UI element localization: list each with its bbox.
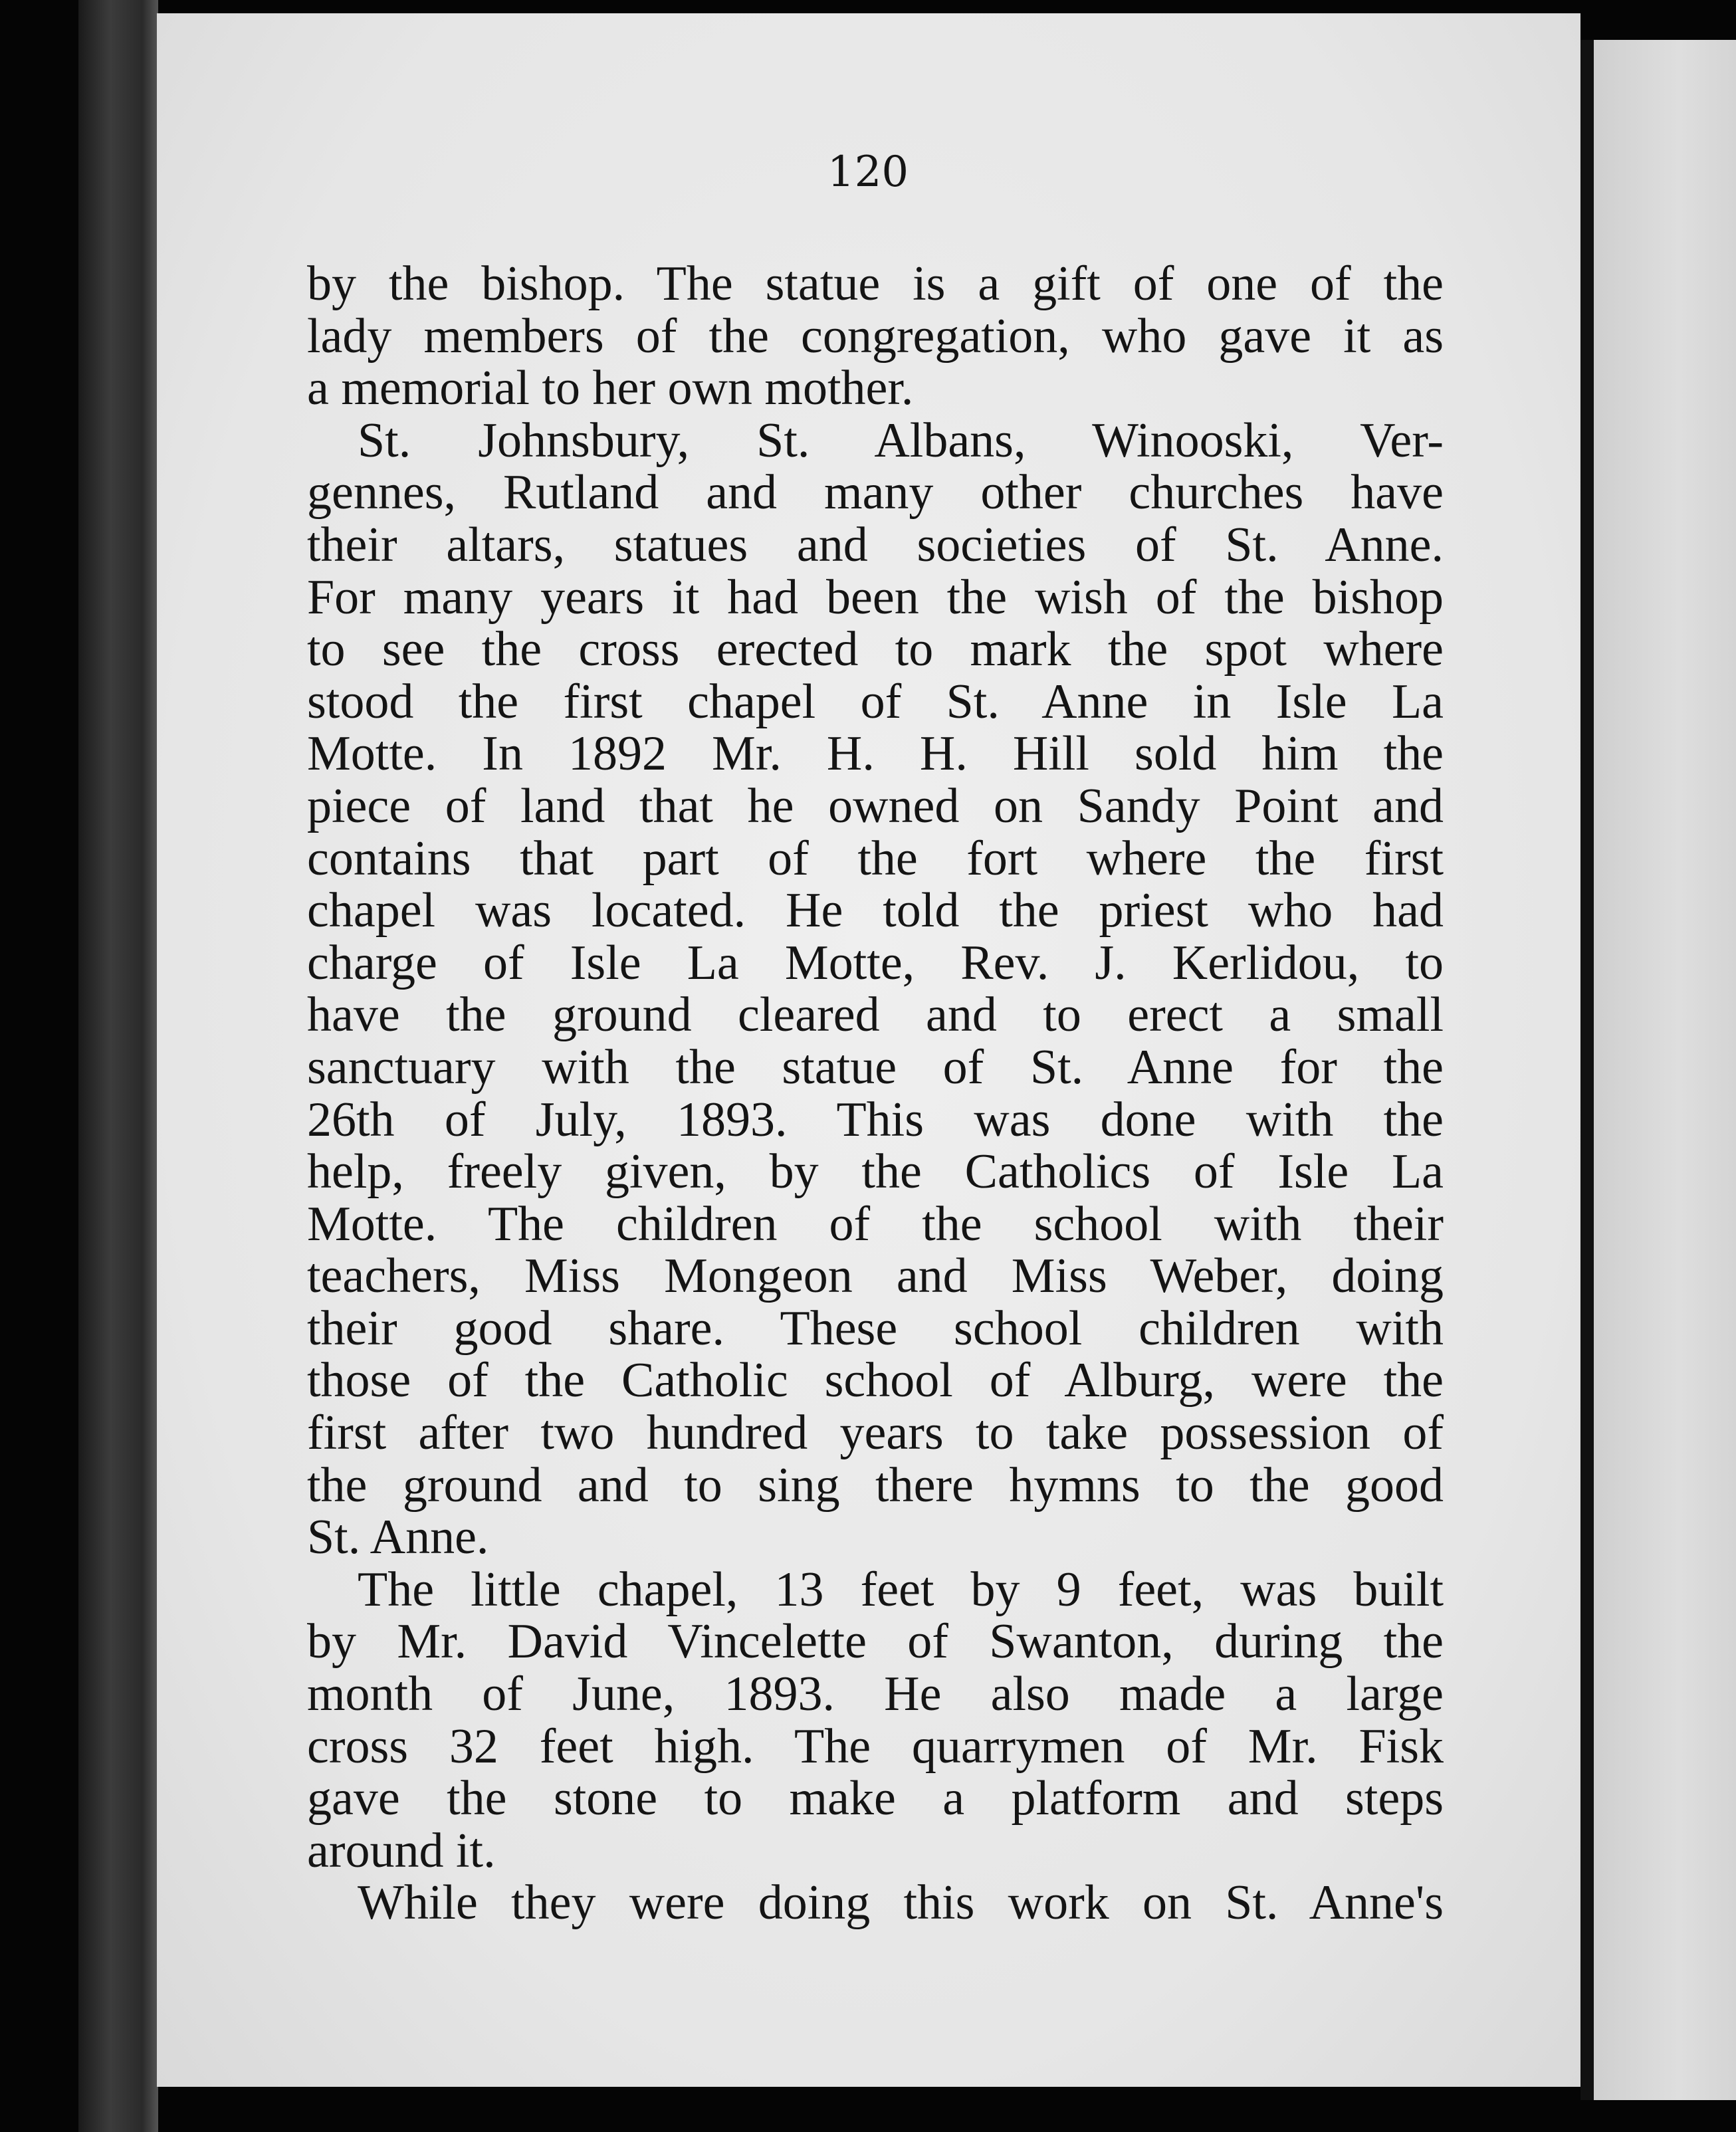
text-line: have the ground cleared and to erect a small xyxy=(307,988,1444,1043)
text-line: chapel was located. He told the priest who had xyxy=(307,883,1444,938)
text-line: by the bishop. The statue is a gift of one of the xyxy=(307,257,1444,311)
text-line: piece of land that he owned on Sandy Point and xyxy=(307,778,1444,833)
text-line: by Mr. David Vincelette of Swanton, during the xyxy=(307,1614,1444,1669)
page-number: 120 xyxy=(827,148,909,197)
text-line: help, freely given, by the Catholics of Isle La xyxy=(307,1144,1444,1200)
text-line: charge of Isle La Motte, Rev. J. Kerlidou, to xyxy=(307,935,1444,990)
text-line: St. Johnsbury, St. Albans, Winooski, Ver- xyxy=(358,413,1444,468)
text-line: Motte. In 1892 Mr. H. H. Hill sold him the xyxy=(307,726,1444,782)
text-line: contains that part of the fort where the first xyxy=(307,831,1444,886)
text-line: first after two hundred years to take possession of xyxy=(307,1406,1444,1461)
text-line: around it. xyxy=(307,1823,496,1878)
text-line: stood the first chapel of St. Anne in Isle La xyxy=(307,674,1444,729)
text-line: a memorial to her own mother. xyxy=(307,361,914,416)
text-line: those of the Catholic school of Alburg, were the xyxy=(307,1353,1444,1408)
text-line: sanctuary with the statue of St. Anne for the xyxy=(307,1039,1444,1095)
text-line: Motte. The children of the school with their xyxy=(307,1196,1444,1251)
text-line: While they were doing this work on St. Anne's xyxy=(358,1875,1444,1931)
text-line: gave the stone to make a platform and steps xyxy=(307,1771,1444,1826)
text-line: their altars, statues and societies of St. Anne. xyxy=(307,517,1444,572)
text-line: The little chapel, 13 feet by 9 feet, was built xyxy=(358,1562,1444,1617)
text-line: month of June, 1893. He also made a large xyxy=(307,1667,1444,1722)
text-line: 26th of July, 1893. This was done with the xyxy=(307,1092,1444,1147)
book-gutter xyxy=(78,0,158,2132)
text-line: cross 32 feet high. The quarrymen of Mr. Fisk xyxy=(307,1719,1444,1774)
text-line: their good share. These school children with xyxy=(307,1301,1444,1356)
body-text xyxy=(307,258,1444,1929)
text-line: gennes, Rutland and many other churches have xyxy=(307,465,1444,520)
text-line: For many years it had been the wish of the bishop xyxy=(307,570,1444,625)
adjacent-page xyxy=(1594,40,1736,2100)
text-line: teachers, Miss Mongeon and Miss Weber, doing xyxy=(307,1249,1444,1304)
text-line: to see the cross erected to mark the spot where xyxy=(307,622,1444,677)
text-line: St. Anne. xyxy=(307,1510,489,1565)
text-line: lady members of the congregation, who gave it as xyxy=(307,308,1444,364)
page-edge-shadow xyxy=(1580,40,1594,2100)
text-line: the ground and to sing there hymns to the good xyxy=(307,1457,1444,1513)
